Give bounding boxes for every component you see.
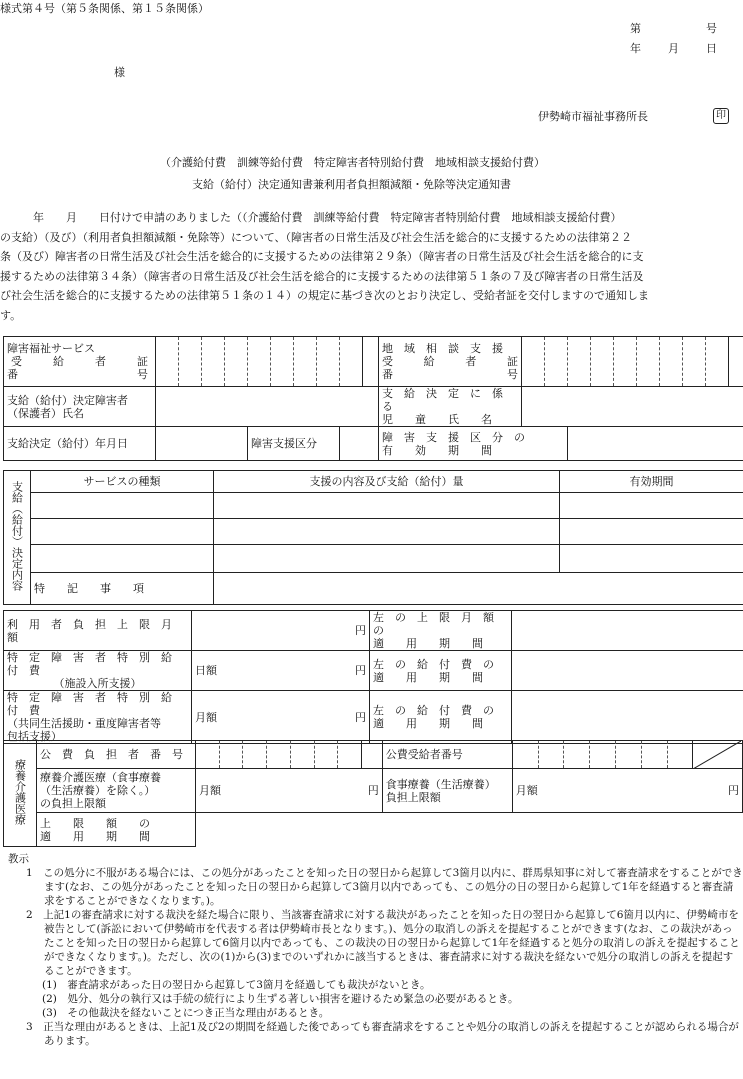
pay-period-field-2[interactable] [512,691,743,744]
day-label: 日 [706,42,717,55]
note-1: 1 この処分に不服がある場合には、この処分があったことを知った日の翌日から起算して3箇月以内に、群馬県知事に対して審査請求をすることができます(なお、この処分があったことを知った日の翌日から起算して3箇月以内であっても、この処分の日の翌日から起算して1年を経過すると審査請求をすることができなくなります。)。 [26,867,743,907]
decided-person-label [4,387,156,427]
pay-period-label-1 [370,651,512,691]
yen-unit: 円 [355,664,366,677]
special1-field[interactable] [192,651,370,691]
medical-cap-label [37,769,196,813]
child-l2: 児 童 氏 名 [382,413,492,426]
cap-period-l2: 適 用 期 間 [373,637,483,650]
col-support-amount: 支援の内容及び支給（給付）量 [214,471,560,493]
medical-cap-l3: の負担上限額 [40,797,107,810]
digit-cell[interactable] [512,741,538,769]
yen-unit: 円 [728,784,739,797]
cert-no-label [4,337,156,387]
burden-cap-label: 利 用 者 負 担 上 限 月 額 [4,611,192,651]
digit-cell[interactable] [267,741,291,769]
char: 者 [465,355,477,368]
diagonal-cell [693,741,743,769]
recipient-info-table [3,336,743,461]
body-line: 年 月 日付けで申請のありました（（介護給付費 訓練等給付費 特定障害者特別給付費 地域相談支援給付費） [0,211,622,224]
decided-person-field[interactable] [156,387,379,427]
child-name-field[interactable] [522,387,743,427]
form-number: 様式第４号（第５条関係、第１５条関係） [0,2,209,15]
digit-cell[interactable] [660,337,683,387]
special-benefit-1-label [4,651,192,691]
amount-cell[interactable] [214,493,560,519]
digit-cell[interactable] [202,337,225,387]
service-cell[interactable] [31,493,214,519]
pay-period-l2: 適 用 期 間 [373,670,483,684]
digit-cell[interactable] [314,741,338,769]
digit-cell[interactable] [591,337,614,387]
digit-cell[interactable] [706,337,729,387]
digit-cell[interactable] [195,741,219,769]
decided-l2: （保護者）氏名 [7,406,84,420]
period-cell[interactable] [560,519,743,545]
body-text [0,208,743,325]
body-line: 条（及び）障害者の日常生活及び社会生活を総合的に支援するための法律第２９条）（障害者の日常生活及び社会生活を総合的に支 [0,250,644,263]
special2-field[interactable] [192,691,370,744]
burden-cap-field[interactable] [192,611,370,651]
special1-l2: （施設入所支援） [53,677,142,690]
digit-cell[interactable] [615,741,641,769]
digit-cell[interactable] [179,337,202,387]
meal-cap-label [382,769,512,813]
digit-cell[interactable] [568,337,591,387]
digit-cell[interactable] [590,741,616,769]
medical-period-label [37,813,196,847]
pay-period-l2: 適 用 期 間 [373,717,483,730]
note-2: 2 上記1の審査請求に対する裁決を経た場合に限り、当該審査請求に対する裁決があったことを知った日の翌日から起算して6箇月以内に、伊勢崎市を被告として(訴訟において伊勢崎市を代表する者は伊勢崎市長となります。)、処分の取消しの訴えを提起することができます(なお、この裁決があったことを知った日の翌日から起算して6箇月以内であっても、この裁決の日の翌日から起算して1年を経過すると処分の取消しの訴えを提起することができなくなります。)。ただし、次の(1)から(3)までのいずれかに該当するときは、審査請求に対する裁決を経ないで処分の取消しの訴えを提起することができます。 [26,909,740,977]
child-name-label [379,387,522,427]
medical-side-label: 療養介護医療 [4,741,37,847]
number-suffix: 号 [706,22,717,35]
digit-cell[interactable] [614,337,637,387]
month-label: 月 [668,42,679,55]
medical-cap-l2: （生活療養）を除く。） [40,784,156,797]
valid-l2: 有 効 期 間 [382,443,492,457]
digit-cell[interactable] [294,337,317,387]
char: 給 [423,355,435,368]
note-2-sub-2: (2) 処分、処分の執行又は手続の続行により生ずる著しい損害を避けるため緊急の必要があるとき。 [42,993,519,1005]
support-category-label: 障害支援区分 [248,427,340,461]
cert-no-label-l1: 障害福祉サービス [7,342,95,355]
medical-care-table [3,740,743,847]
blank-area [195,813,742,847]
monthly-label: 月額 [515,784,538,797]
digit-cell[interactable] [683,337,706,387]
digit-cell[interactable] [667,741,693,769]
char: 番 [382,368,393,381]
digit-cell[interactable] [225,337,248,387]
seal-mark: 印 [713,108,729,124]
comm-cert-label [379,337,522,387]
digit-cell[interactable] [243,741,267,769]
notes-heading: 教示 [8,853,29,865]
service-cell[interactable] [31,545,214,573]
char: 証 [137,355,148,368]
char: 受 [382,355,393,368]
cap-period-field[interactable] [512,611,743,651]
pay-period-l1: 左 の 給 付 費 の [373,657,494,671]
amount-cell[interactable] [214,519,560,545]
col-valid-period: 有効期間 [560,471,743,493]
col-service-type: サービスの種類 [31,471,214,493]
char: 受 [11,355,22,368]
instructions [8,852,743,1048]
body-line: の支給）（及び）（利用者負担額減額・免除等）について、（障害者の日常生活及び社会生活を総合的に支援するための法律第２２ [0,230,633,244]
digit-cell[interactable] [362,741,383,769]
child-l1: 支 給 決 定 に 係 る [382,387,514,413]
category-valid-field[interactable] [568,427,743,461]
meal-cap-field[interactable] [512,769,742,813]
decision-date-label: 支給決定（給付）年月日 [4,427,156,461]
digit-cell[interactable] [248,337,271,387]
char: 者 [95,355,106,368]
remarks-label: 特 記 事 項 [31,573,214,605]
burden-table [3,610,743,744]
digit-cell[interactable] [363,337,379,387]
cap-period-l1: 左 の 上 限 月 額 の [373,611,505,637]
medical-period-l2: 適 用 期 間 [40,829,151,843]
decided-l1: 支給（給付）決定障害者 [7,393,128,407]
note-3: 3 正当な理由があるときは、上記1及び2の期間を経過した後であっても審査請求をすることや処分の取消しの訴えを提起することが認められる場合があります。 [26,1021,739,1047]
note-2-sub-3: (3) その他裁決を経ないことにつき正当な理由があるとき。 [42,1007,330,1019]
service-cell[interactable] [31,519,214,545]
monthly-label: 月額 [198,784,221,797]
char: 証 [506,355,518,368]
recipient-no-label: 公費受給者番号 [382,741,512,769]
meal-cap-l2: 負担上限額 [385,790,441,804]
valid-l1: 障 害 支 援 区 分 の [382,430,525,444]
digit-cell[interactable] [290,741,314,769]
yen-unit: 円 [355,710,366,724]
decision-content-table [3,470,743,605]
special-benefit-2-label [4,691,192,744]
char: 給 [53,355,64,368]
period-cell[interactable] [560,493,743,519]
char: 号 [507,368,518,381]
addressee-suffix: 様 [114,66,125,79]
title-line-2: 支給（給付）決定通知書兼利用者負担額減額・免除等決定通知書 [192,178,511,191]
digit-cell[interactable] [338,741,362,769]
special2-l3: 包括支援） [7,730,62,743]
cap-period-label [370,611,512,651]
year-label: 年 [630,42,641,55]
diagonal-line [693,741,741,769]
yen-unit: 円 [355,624,366,637]
meal-cap-l1: 食事療養（生活療養） [385,777,496,791]
digit-cell[interactable] [340,337,363,387]
monthly-label: 月額 [195,710,217,724]
decision-side-label: 支給（給付）決定内容 [4,471,31,605]
special1-l1: 特 定 障 害 者 特 別 給 付 費 [7,651,183,677]
daily-label: 日額 [195,664,217,677]
digit-cell[interactable] [219,741,243,769]
remarks-field[interactable] [214,573,743,605]
body-line: 援するための法律第３４条）（障害者の日常生活及び社会生活を総合的に支援するための法律第５１条の７及び障害者の日常生活及 [0,269,644,283]
digit-cell[interactable] [271,337,294,387]
digit-cell[interactable] [545,337,568,387]
digit-cell[interactable] [564,741,590,769]
digit-cell[interactable] [538,741,564,769]
title-line-1: （介護給付費 訓練等給付費 特定障害者特別給付費 地域相談支援給付費） [160,156,545,169]
medical-cap-field[interactable] [195,769,382,813]
issuer-name: 伊勢崎市福祉事務所長 [538,110,648,123]
decision-date-field[interactable] [156,427,248,461]
medical-cap-l1: 療養介護医療（食事療養 [40,771,162,784]
comm-label-l1: 地 域 相 談 支 援 [382,342,503,355]
pay-period-l1: 左 の 給 付 費 の [373,704,494,717]
pay-period-field-1[interactable] [512,651,743,691]
special2-l2: （共同生活援助・重度障害者等 [7,717,161,730]
pay-period-label-2 [370,691,512,744]
special2-l1: 特 定 障 害 者 特 別 給 付 費 [7,691,183,717]
medical-period-l1: 上 限 額 の [40,816,151,830]
digit-cell[interactable] [522,337,545,387]
char: 番 [7,368,18,381]
period-cell[interactable] [560,545,743,573]
body-line: び社会生活を総合的に支援するための法律第５１条の１４）の規定に基づき次のとおり決定し、受給者証を交付しますので通知しま [0,289,649,302]
body-line: す。 [0,308,22,322]
payer-no-label: 公 費 負 担 者 番 号 [37,741,196,769]
digit-cell[interactable] [156,337,179,387]
char: 号 [137,368,148,381]
digit-cell[interactable] [729,337,743,387]
digit-cell[interactable] [317,337,340,387]
digit-cell[interactable] [641,741,667,769]
digit-cell[interactable] [637,337,660,387]
number-label: 第 [630,22,641,35]
support-category-field[interactable] [340,427,379,461]
category-valid-label [379,427,568,461]
yen-unit: 円 [367,784,379,797]
note-2-sub-1: (1) 審査請求があった日の翌日から起算して3箇月を経過しても裁決がないとき。 [42,979,431,991]
amount-cell[interactable] [214,545,560,573]
